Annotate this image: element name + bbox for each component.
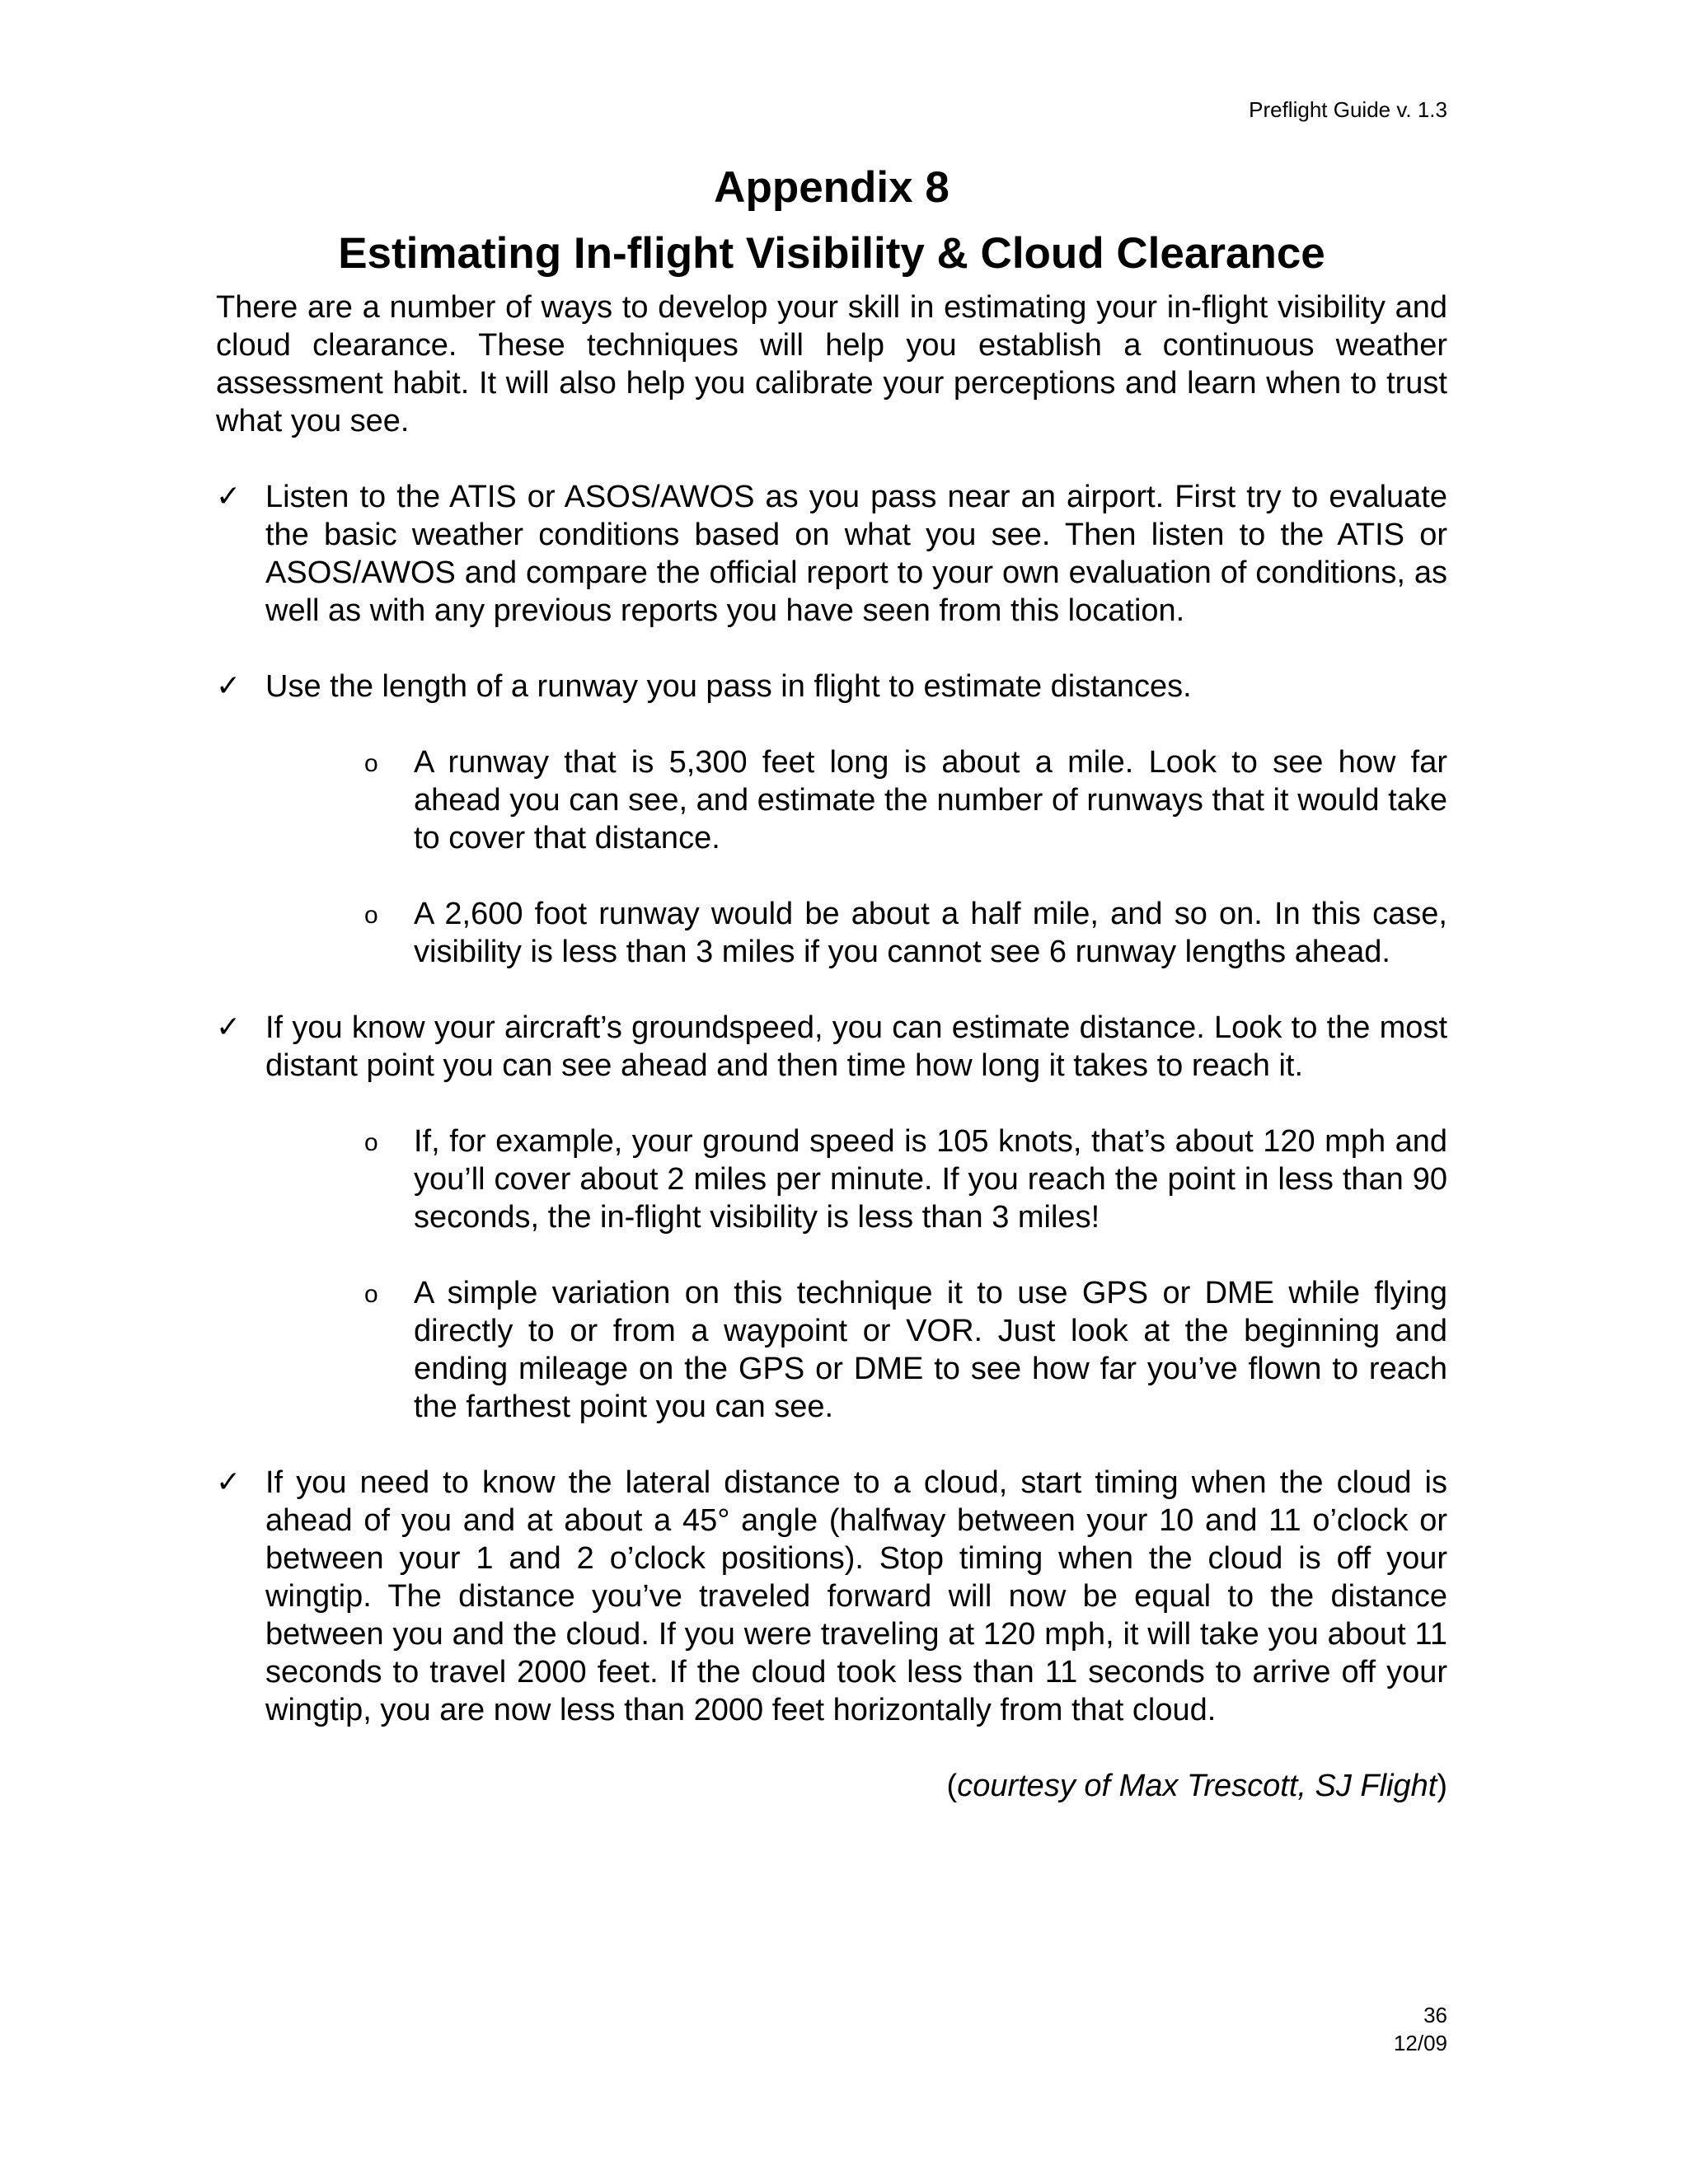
title-line-subject: Estimating In-flight Visibility & Cloud Clearance bbox=[338, 229, 1325, 278]
courtesy-credit bbox=[216, 1767, 1447, 1805]
checklist-item bbox=[216, 478, 1447, 630]
sub-list-item bbox=[216, 1274, 1447, 1426]
courtesy-open-paren: ( bbox=[946, 1769, 958, 1803]
sub-list-item bbox=[216, 895, 1447, 971]
checklist-item bbox=[216, 668, 1447, 705]
sub-list-item-text: A simple variation on this technique it to use GPS or DME while flying directly to or from a waypoint or VOR. Just look at the beginning and ending mileage on the GPS or DME to see how far you’ve flown to reach the farthest point you can see. bbox=[414, 1276, 1447, 1424]
sub-list bbox=[216, 743, 1447, 971]
circle-bullet-icon: o bbox=[364, 750, 378, 777]
circle-bullet-icon: o bbox=[364, 1281, 378, 1308]
intro-paragraph: There are a number of ways to develop your skill in estimating your in-flight visibility and cloud clearance. These techniques will help you establish a continuous weather assessment habit. It will also help you calibrate your perceptions and learn when to trust what you see. bbox=[216, 290, 1447, 438]
checkmark-icon: ✓ bbox=[216, 480, 241, 513]
title-line-appendix: Appendix 8 bbox=[714, 163, 950, 212]
checklist-item bbox=[216, 1009, 1447, 1085]
sub-list-item-text: A runway that is 5,300 feet long is about a mile. Look to see how far ahead you can see, and estimate the number of runways that it would take to cover that distance. bbox=[414, 745, 1447, 855]
courtesy-close-paren: ) bbox=[1437, 1769, 1447, 1803]
footer-date: 12/09 bbox=[1393, 2031, 1447, 2055]
checkmark-icon: ✓ bbox=[216, 669, 241, 703]
checklist-item-text: Listen to the ATIS or ASOS/AWOS as you pass near an airport. First try to evaluate the basic weather conditions based on what you see. Then listen to the ATIS or ASOS/AWOS and compare the official report to your own evaluation of conditions, as well as with any previous reports you have seen from this location. bbox=[265, 480, 1447, 628]
sub-list bbox=[216, 1122, 1447, 1426]
sub-list-item-text: If, for example, your ground speed is 105 knots, that’s about 120 mph and you’ll cover about 2 miles per minute. If you reach the point in less than 90 seconds, the in-flight visibility is less than 3 miles! bbox=[414, 1124, 1447, 1235]
checklist-item-text: If you need to know the lateral distance to a cloud, start timing when the cloud is ahead of you and at about a 45° angle (halfway between your 10 and 11 o’clock or between your 1 and 2 o’clock positions). Stop timing when the cloud is off your wingtip. The distance you’ve traveled forward will now be equal to the distance between you and the cloud. If you were traveling at 120 mph, it will take you about 11 seconds to travel 2000 feet. If the cloud took less than 11 seconds to arrive off your wingtip, you are now less than 2000 feet horizontally from that cloud. bbox=[265, 1465, 1447, 1727]
document-body bbox=[216, 288, 1447, 1805]
checkmark-icon: ✓ bbox=[216, 1010, 241, 1044]
checkmark-icon: ✓ bbox=[216, 1465, 241, 1499]
checklist-item-text: Use the length of a runway you pass in flight to estimate distances. bbox=[265, 669, 1192, 704]
page-number: 36 bbox=[1423, 2003, 1447, 2027]
sub-list-item bbox=[216, 1122, 1447, 1236]
courtesy-text: courtesy of Max Trescott, SJ Flight bbox=[957, 1769, 1437, 1803]
circle-bullet-icon: o bbox=[364, 902, 378, 929]
page-title bbox=[216, 155, 1447, 287]
checklist-item-text: If you know your aircraft’s groundspeed, you can estimate distance. Look to the most distant point you can see ahead and then time how long it takes to reach it. bbox=[265, 1010, 1447, 1083]
circle-bullet-icon: o bbox=[364, 1129, 378, 1156]
sub-list-item bbox=[216, 743, 1447, 857]
checklist-item bbox=[216, 1464, 1447, 1729]
page-footer bbox=[1394, 2001, 1447, 2057]
document-header: Preflight Guide v. 1.3 bbox=[1249, 97, 1447, 122]
sub-list-item-text: A 2,600 foot runway would be about a half mile, and so on. In this case, visibility is less than 3 miles if you cannot see 6 runway lengths ahead. bbox=[414, 897, 1447, 969]
